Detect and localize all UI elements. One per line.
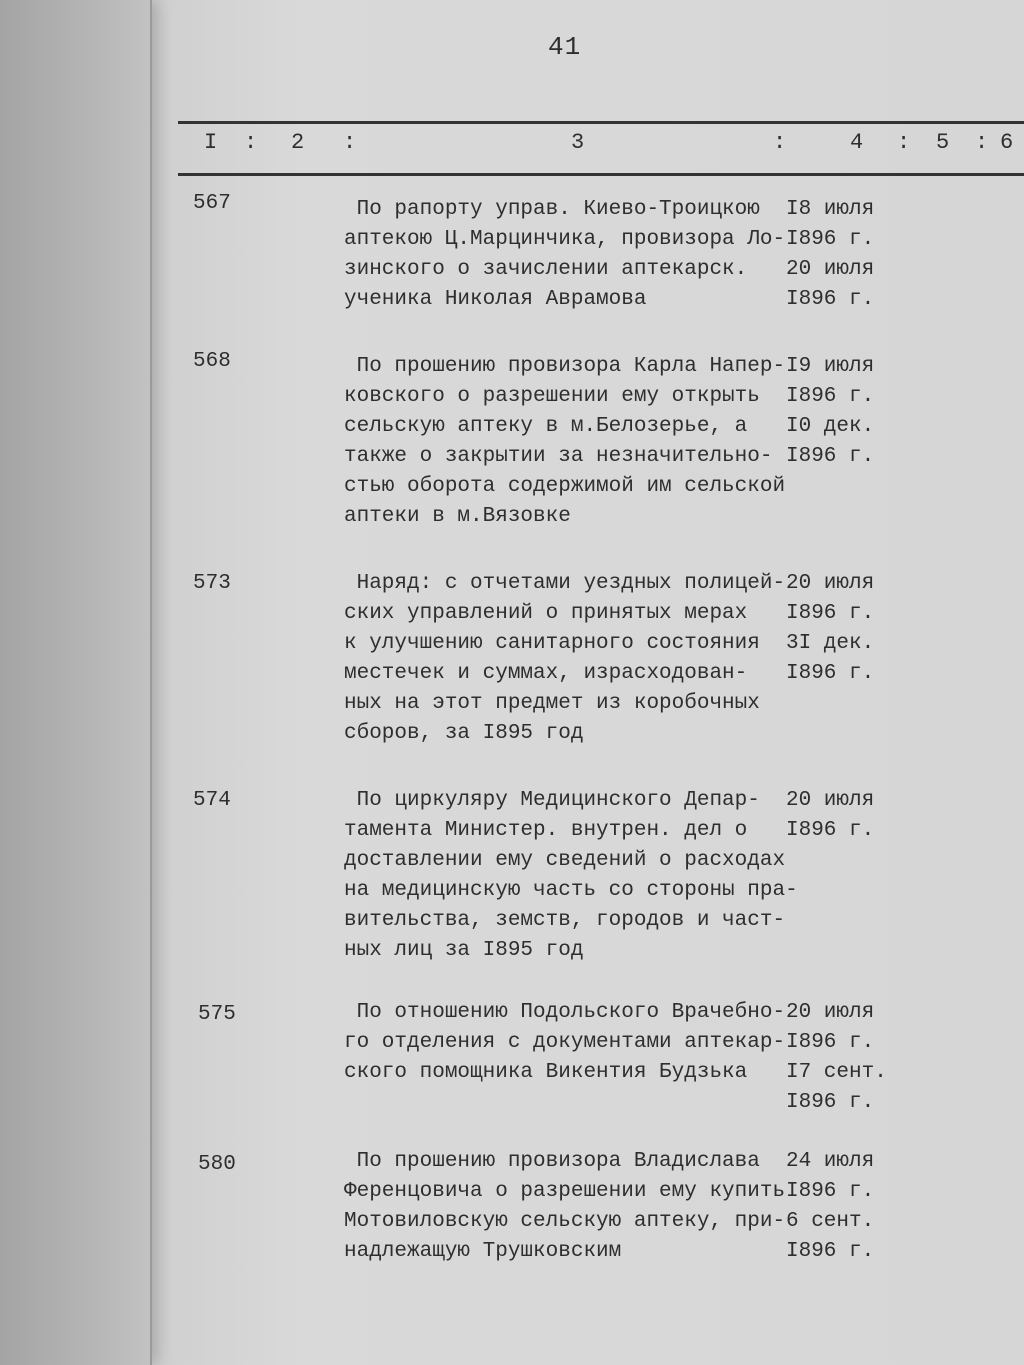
entry-description: Наряд: с отчетами уездных полицей- ских управлений о принятых мерах к улучшению санитарного состояния местечек и суммах, израсходован- ных на этот предмет из коробочных сборов, за I895 год (344, 572, 786, 745)
column-header-1: I (204, 130, 218, 155)
entry-dates: 20 июля I896 г. 3I дек. I896 г. (786, 572, 875, 685)
entry-description: По прошению провизора Владислава Ференцовича о разрешении ему купить Мотовиловскую сельскую аптеку, при- надлежащую Трушковским (344, 1150, 786, 1263)
entry-dates: I8 июля I896 г. 20 июля I896 г. (786, 198, 875, 311)
entry-number: 575 (198, 1003, 236, 1026)
facing-page-edge (0, 0, 152, 1365)
column-header-3: 3 (571, 130, 585, 155)
header-rule-bottom (178, 173, 1024, 176)
entry-number: 580 (198, 1153, 236, 1176)
entry-number: 574 (193, 789, 231, 812)
column-header-5: 5 (936, 130, 950, 155)
column-separator: : (897, 130, 911, 155)
entry-dates: 24 июля I896 г. 6 сент. I896 г. (786, 1150, 875, 1263)
entry-dates: 20 июля I896 г. (786, 789, 875, 842)
entry-number: 573 (193, 572, 231, 595)
column-separator: : (773, 130, 787, 155)
entry-number: 567 (193, 192, 231, 215)
entry-number: 568 (193, 350, 231, 373)
column-separator: : (343, 130, 357, 155)
page-number: 41 (548, 32, 582, 62)
entry-description: По рапорту управ. Киево-Троицкою аптекою Ц.Марцинчика, провизора Ло- зинского о зачислении аптекарск. ученика Николая Аврамова (344, 198, 786, 311)
entry-dates: 20 июля I896 г. I7 сент. I896 г. (786, 1001, 887, 1114)
column-header-6: 6 (1000, 130, 1014, 155)
entry-description: По отношению Подольского Врачебно- го отделения с документами аптекар- ского помощника Викентия Будзька (344, 1001, 786, 1084)
column-header-2: 2 (291, 130, 305, 155)
entry-dates: I9 июля I896 г. I0 дек. I896 г. (786, 355, 875, 468)
entry-description: По циркуляру Медицинского Депар- тамента Министер. внутрен. дел о доставлении ему сведений о расходах на медицинскую часть со стороны пра- вительства, земств, городов и част- ных лиц за I895 год (344, 789, 798, 962)
entry-description: По прошению провизора Карла Напер- ковского о разрешении ему открыть сельскую аптеку в м.Белозерье, а также о закрытии за незначительно- стью оборота содержимой им сельской аптеки в м.Вязовке (344, 355, 786, 528)
header-rule-top (178, 121, 1024, 124)
column-separator: : (244, 130, 258, 155)
column-header-4: 4 (850, 130, 864, 155)
column-separator: : (975, 130, 989, 155)
